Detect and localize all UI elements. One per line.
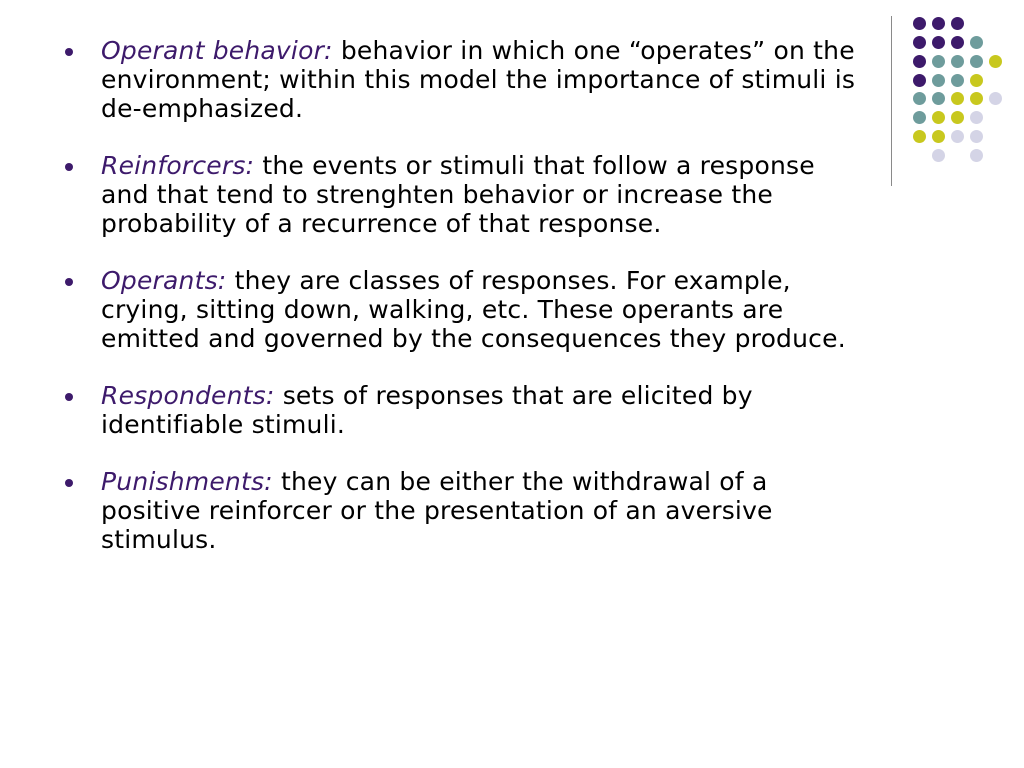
bullet-text: behavior in which one “operates” on the environment; within this model the importance of stimuli is de-emphasized. <box>101 36 856 123</box>
decor-dot <box>932 111 945 124</box>
decor-dot <box>913 55 926 68</box>
bullet-term: Reinforcers: <box>101 151 263 180</box>
bullet-item-respondents <box>62 381 862 439</box>
bullet-icon <box>65 479 73 487</box>
decor-dot <box>951 111 964 124</box>
decor-dot <box>970 92 983 105</box>
bullet-item-reinforcers <box>62 151 862 238</box>
vertical-divider <box>891 16 892 186</box>
decor-dot <box>951 92 964 105</box>
bullet-term: Operant behavior: <box>101 36 341 65</box>
decor-dot <box>932 149 945 162</box>
bullet-item-operants <box>62 266 862 353</box>
decor-dot <box>970 74 983 87</box>
decor-dot <box>932 130 945 143</box>
decor-dot <box>989 92 1002 105</box>
decor-dot <box>932 92 945 105</box>
bullet-text: they can be either the withdrawal of a positive reinforcer or the presentation of an aversive stimulus. <box>101 467 773 554</box>
bullet-icon <box>65 48 73 56</box>
decor-dot <box>913 74 926 87</box>
decor-dot <box>932 17 945 30</box>
bullet-list <box>62 36 862 582</box>
bullet-term: Punishments: <box>101 467 281 496</box>
bullet-term: Respondents: <box>101 381 283 410</box>
decor-dot <box>970 111 983 124</box>
decor-dot <box>932 74 945 87</box>
bullet-term: Operants: <box>101 266 235 295</box>
decor-dot <box>913 130 926 143</box>
bullet-text: they are classes of responses. For example, crying, sitting down, walking, etc. These operants are emitted and governed by the consequences they produce. <box>101 266 846 353</box>
bullet-icon <box>65 393 73 401</box>
decor-dot <box>913 17 926 30</box>
bullet-icon <box>65 163 73 171</box>
decor-dot <box>913 36 926 49</box>
decor-dot <box>951 55 964 68</box>
decor-dot <box>951 17 964 30</box>
bullet-item-operant-behavior <box>62 36 862 123</box>
decor-dot <box>913 92 926 105</box>
decor-dot <box>932 36 945 49</box>
decor-dot <box>951 74 964 87</box>
decor-dot <box>970 36 983 49</box>
decor-dot <box>989 55 1002 68</box>
decor-dot <box>970 130 983 143</box>
decor-dot <box>932 55 945 68</box>
bullet-text: the events or stimuli that follow a response and that tend to strenghten behavior or increase the probability of a recurrence of that response. <box>101 151 815 238</box>
bullet-icon <box>65 278 73 286</box>
decor-dot <box>913 111 926 124</box>
bullet-item-punishments <box>62 467 862 554</box>
decor-dot <box>970 55 983 68</box>
decor-dot <box>951 130 964 143</box>
decor-dot <box>951 36 964 49</box>
bullet-text: sets of responses that are elicited by identifiable stimuli. <box>101 381 753 439</box>
decor-dot <box>970 149 983 162</box>
